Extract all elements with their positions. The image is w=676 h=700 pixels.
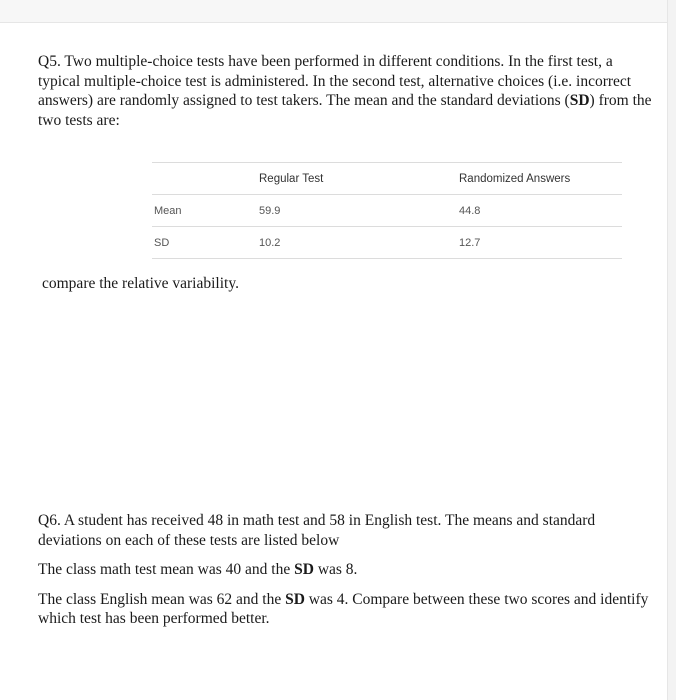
sd-randomized-value: 12.7 <box>459 227 622 259</box>
statistics-table <box>152 162 622 259</box>
q6-eng-text-a: The class English mean was 62 and the <box>38 590 286 608</box>
table-header-row <box>152 163 622 195</box>
q6-intro-paragraph <box>38 511 658 550</box>
header-regular-test: Regular Test <box>259 163 459 195</box>
mean-randomized-value: 44.8 <box>459 195 622 227</box>
q6-label: Q6. <box>38 512 61 529</box>
q6-math-sd: SD <box>294 561 314 578</box>
viewer-top-edge <box>0 0 676 23</box>
header-empty-cell <box>152 163 259 195</box>
q5-text-a: Two multiple-choice tests have been performed in different conditions. In the first test, a typical multiple-choice test is administered. In the second test, alternative choices (i.e. incorrect answers) are randomly assigned to test takers. The mean and the standard deviations ( <box>38 53 632 109</box>
q5-label: Q5. <box>38 53 61 70</box>
header-randomized-answers: Randomized Answers <box>459 163 622 195</box>
question-5 <box>38 52 658 130</box>
question-6 <box>38 511 658 639</box>
table-row-sd <box>152 227 622 259</box>
q6-eng-sd: SD <box>285 590 305 608</box>
q6-math-paragraph <box>38 560 658 580</box>
q5-text-b: ) from the two tests are: <box>38 92 652 129</box>
q6-english-paragraph <box>38 590 658 629</box>
table-row-mean <box>152 195 622 227</box>
compare-instruction: compare the relative variability. <box>42 275 239 292</box>
sd-regular-value: 10.2 <box>259 227 459 259</box>
q6-math-text-a: The class math test mean was 40 and the <box>38 561 295 578</box>
viewer-right-edge <box>667 0 676 700</box>
q6-intro-text: A student has received 48 in math test and 58 in English test. The means and standard deviations on each of these tests are listed below <box>38 512 596 549</box>
q5-sd-abbrev: SD <box>569 92 590 109</box>
row-label-sd: SD <box>152 227 259 259</box>
q6-math-text-b: was 8. <box>313 561 358 578</box>
q6-eng-text-b: was 4. Compare between these two scores and identify which test has been performed better. <box>38 590 649 627</box>
mean-regular-value: 59.9 <box>259 195 459 227</box>
row-label-mean: Mean <box>152 195 259 227</box>
